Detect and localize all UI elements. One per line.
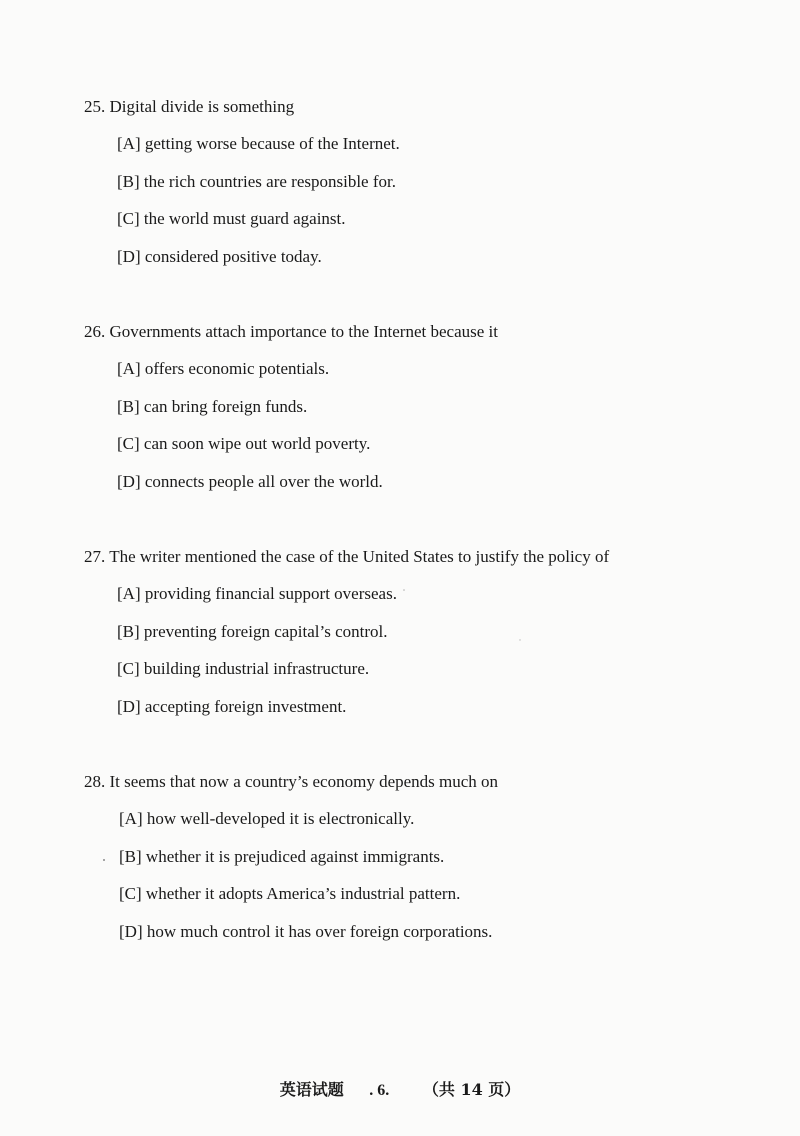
- option-c: [C] building industrial infrastructure.: [117, 659, 370, 678]
- question-stem: 27. The writer mentioned the case of the United States to justify the policy of: [84, 547, 610, 566]
- option-b: [B] the rich countries are responsible for.: [117, 172, 396, 191]
- option-a: [A] providing financial support overseas.: [117, 584, 397, 603]
- option-d: [D] connects people all over the world.: [117, 472, 383, 491]
- option-a: [A] how well-developed it is electronically.: [119, 809, 415, 828]
- option-d: [D] how much control it has over foreign corporations.: [119, 922, 493, 941]
- footer-page-number: . 6.: [369, 1082, 390, 1099]
- option-d: [D] considered positive today.: [117, 247, 322, 266]
- question-stem: 25. Digital divide is something: [84, 97, 295, 116]
- question-stem: 26. Governments attach importance to the Internet because it: [84, 322, 498, 341]
- option-a: [A] getting worse because of the Internet.: [117, 134, 400, 153]
- page-footer: [0, 1077, 800, 1100]
- option-c: [C] the world must guard against.: [117, 209, 346, 228]
- footer-title: 英语试题: [279, 1080, 344, 1099]
- option-b: [B] can bring foreign funds.: [117, 397, 308, 416]
- footer-page-total: （共 14 页）: [422, 1080, 521, 1099]
- option-a: [A] offers economic potentials.: [117, 359, 330, 378]
- option-d: [D] accepting foreign investment.: [117, 697, 347, 716]
- option-b: [B] preventing foreign capital’s control.: [117, 622, 388, 641]
- option-b: [B] whether it is prejudiced against immigrants.: [119, 847, 445, 866]
- question-stem: 28. It seems that now a country’s economy depends much on: [84, 772, 499, 791]
- option-c: [C] whether it adopts America’s industrial pattern.: [119, 884, 461, 903]
- option-c: [C] can soon wipe out world poverty.: [117, 434, 371, 453]
